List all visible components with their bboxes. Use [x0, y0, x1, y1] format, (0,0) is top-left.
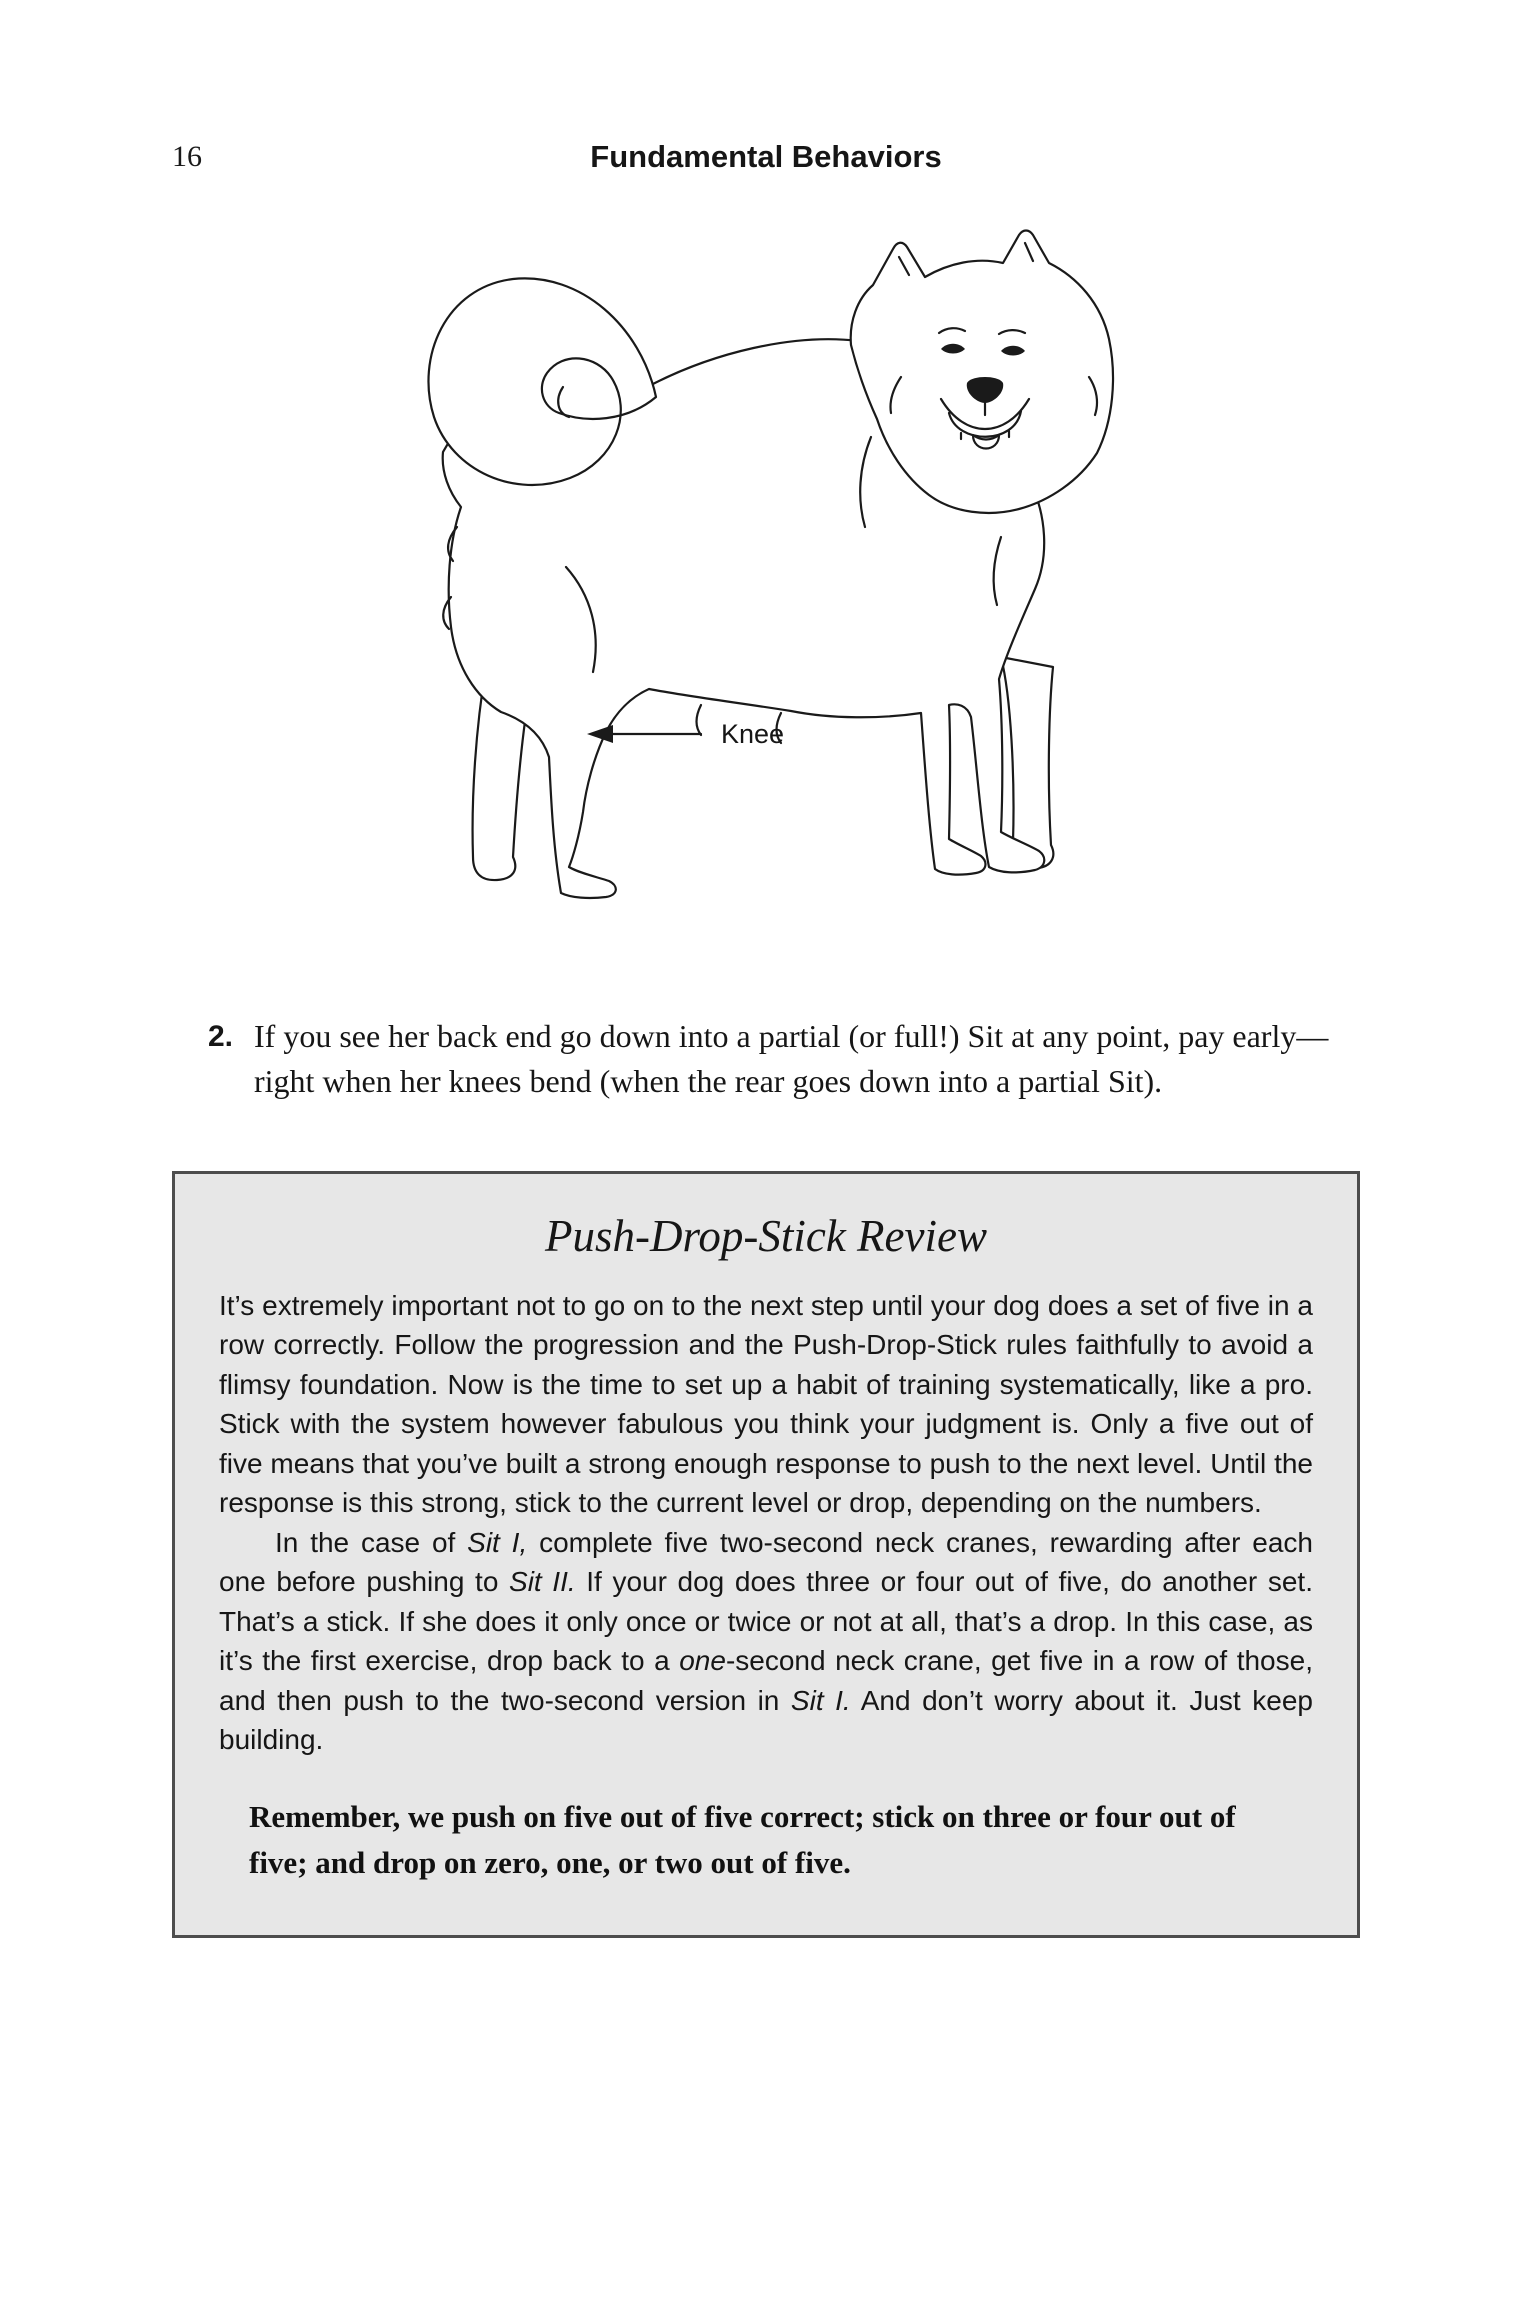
dog-illustration — [401, 227, 1131, 947]
running-head — [172, 135, 1360, 179]
review-paragraph-1: It’s extremely important not to go on to the next step until your dog does a set of five in a row correctly. Follow the progression and the Push-Drop-Stick rules faithfully to avoid a flimsy foundation. Now is the time to set up a habit of training systematically, like a pro. Stick with the system however fabulous you think your judgment is. Only a five out of five means that you’ve built a strong enough response to push to the next level. Until the response is this strong, stick to the current level or drop, depending on the numbers. — [219, 1289, 1313, 1519]
chapter-title: Fundamental Behaviors — [590, 139, 942, 174]
step-text: If you see her back end go down into a partial (or full!) Sit at any point, pay early—right when her knees bend (when the rear goes down into a partial Sit). — [254, 1018, 1329, 1100]
review-box-title: Push-Drop-Stick Review — [545, 1210, 987, 1261]
numbered-step-2 — [208, 1014, 1334, 1105]
dog-figure — [172, 227, 1360, 952]
push-drop-stick-review-box — [172, 1171, 1360, 1938]
dog-belly-fur-2 — [697, 705, 702, 735]
knee-label: Knee — [721, 719, 785, 749]
page-number: 16 — [172, 140, 202, 173]
review-paragraph-2: In the case of Sit I, complete five two-second neck cranes, rewarding after each one before pushing to Sit II. If your dog does three or four out of five, do another set. That’s a stick. If she does it only once or twice or not at all, that’s a drop. In this case, as it’s the first exercise, drop back to a one-second neck crane, get five in a row of those, and then push to the two-second version in Sit I. And don’t worry about it. Just keep building. — [219, 1526, 1314, 1756]
step-number: 2. — [208, 1020, 234, 1053]
review-remember-note: Remember, we push on five out of five correct; stick on three or four out of five; and drop on zero, one, or two out of five. — [249, 1798, 1236, 1880]
